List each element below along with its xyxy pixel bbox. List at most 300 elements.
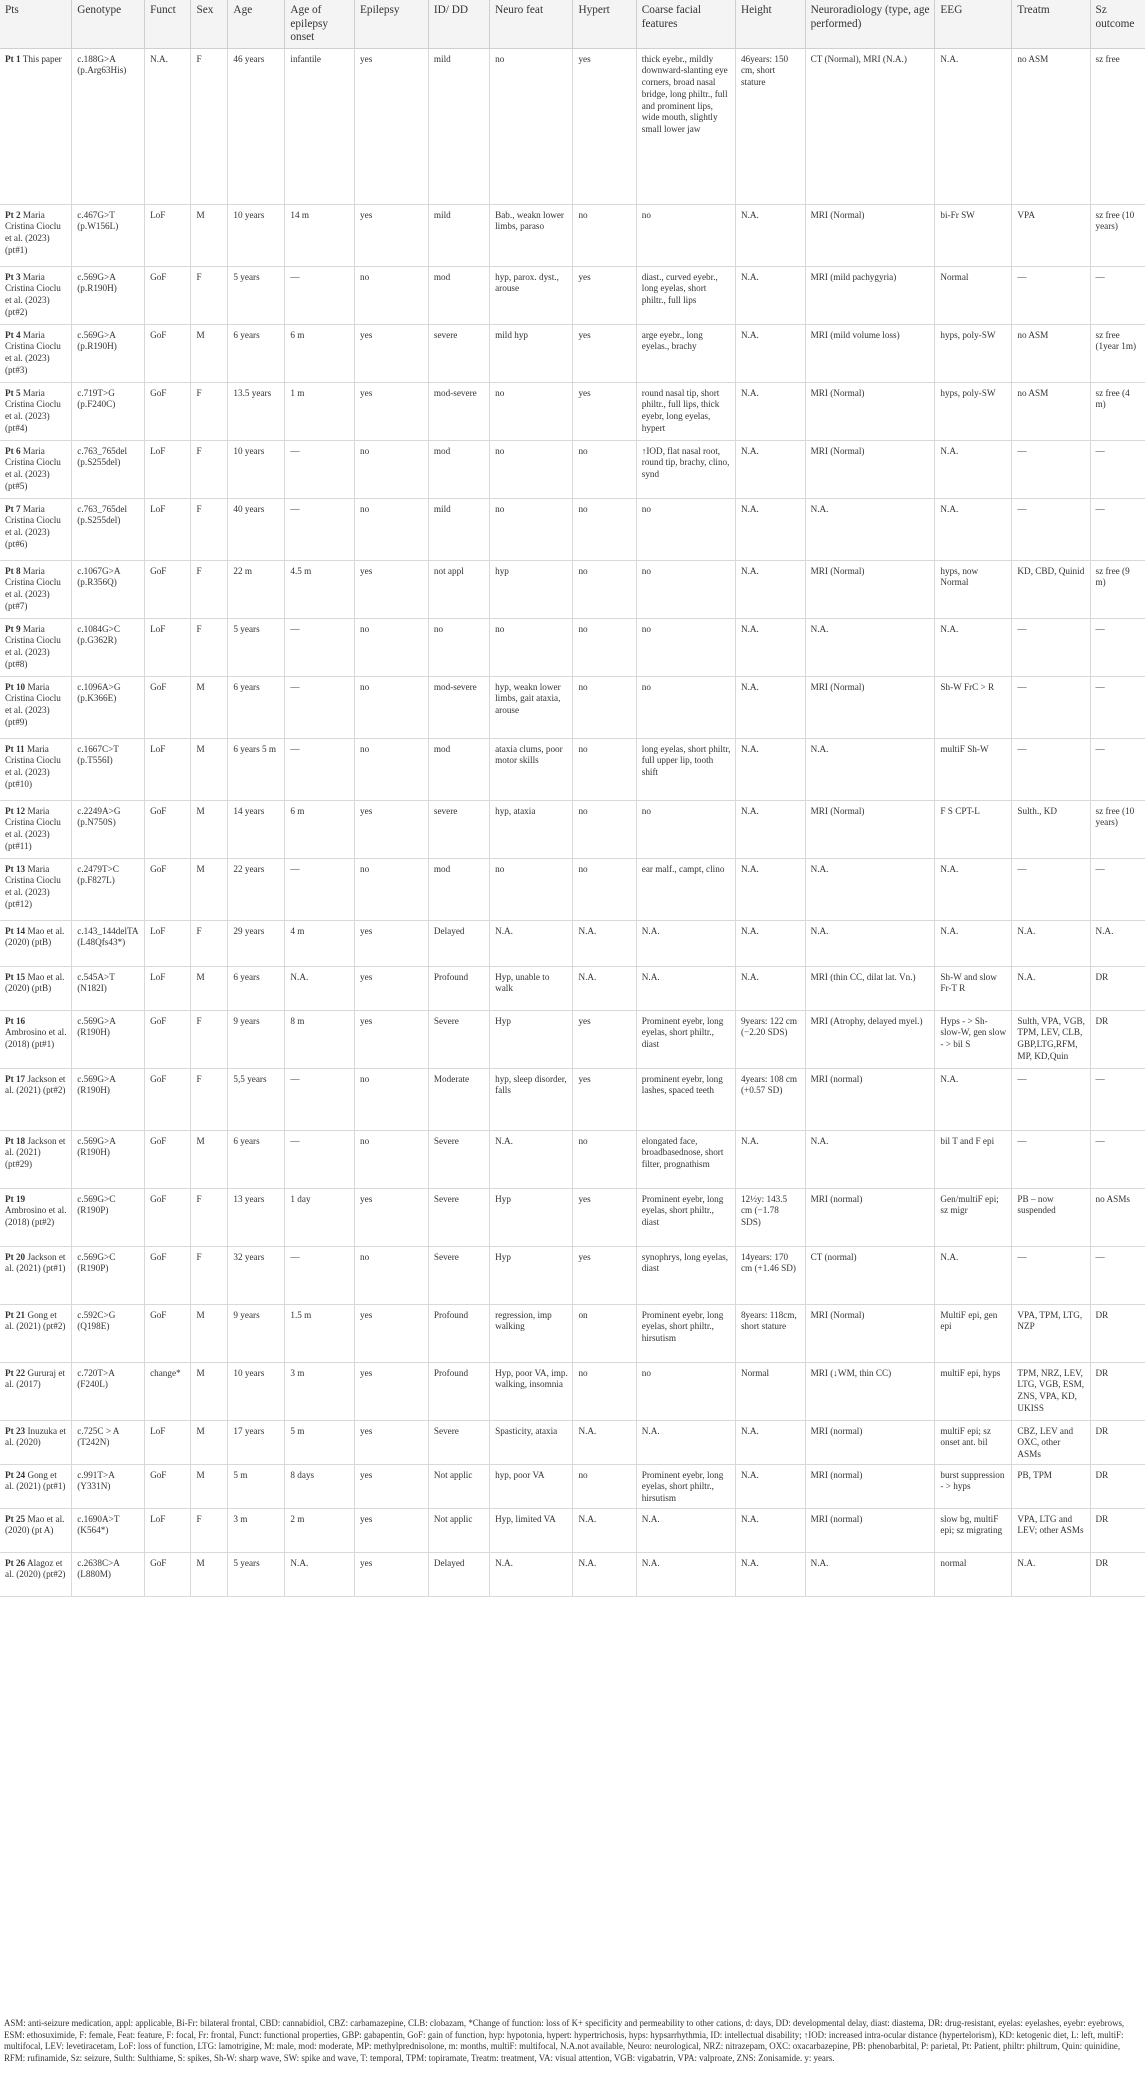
cell-funct: GoF [145,1552,191,1596]
table-row [0,738,1145,800]
cell-hypert: yes [573,382,636,440]
cell-epilepsy: yes [355,560,429,618]
cell-height: N.A. [735,440,805,498]
cell-age: 17 years [228,1420,285,1464]
cell-eeg: N.A. [935,1246,1012,1304]
patient-id: Pt 18 [5,1135,26,1146]
cell-eeg: N.A. [935,48,1012,204]
cell-height: 46years: 150 cm, short stature [735,48,805,204]
cell-hypert: N.A. [573,1420,636,1464]
table-row [0,324,1145,382]
cell-neurorad: N.A. [805,1130,935,1188]
cell-treatm: TPM, NRZ, LEV, LTG, VGB, ESM, ZNS, VPA, KD, UKISS [1012,1362,1090,1420]
cell-sex: M [191,324,228,382]
cell-idd: mild [428,204,489,266]
cell-hypert: yes [573,1068,636,1130]
cell-funct: GoF [145,1304,191,1362]
cell-funct: LoF [145,738,191,800]
cell-idd: Severe [428,1188,489,1246]
cell-idd: severe [428,800,489,858]
cell-height: N.A. [735,800,805,858]
cell-neurorad: MRI (↓WM, thin CC) [805,1362,935,1420]
cell-sz: DR [1090,1304,1145,1362]
patient-cell [0,1130,72,1188]
patient-cell [0,676,72,738]
cell-height: N.A. [735,966,805,1010]
cell-idd: severe [428,324,489,382]
cell-sz: sz free (10 years) [1090,204,1145,266]
cell-treatm: — [1012,676,1090,738]
cell-sex: M [191,1420,228,1464]
cell-neurorad: MRI (thin CC, dilat lat. Vn.) [805,966,935,1010]
cell-age: 10 years [228,204,285,266]
cell-idd: mild [428,498,489,560]
cell-neuro: hyp [490,560,573,618]
table-row [0,498,1145,560]
cell-idd: mod [428,440,489,498]
cell-idd: mod [428,738,489,800]
patient-cell [0,266,72,324]
cell-treatm: — [1012,440,1090,498]
cell-hypert: no [573,1464,636,1508]
cell-sz: — [1090,266,1145,324]
cell-sz: N.A. [1090,920,1145,966]
cell-sex: M [191,204,228,266]
cell-eeg: slow bg, multiF epi; sz migrating [935,1508,1012,1552]
cell-onset: 14 m [285,204,355,266]
column-header: Pts [0,0,72,48]
cell-treatm: Sulth, VPA, VGB, TPM, LEV, CLB, GBP,LTG,RFM, MP, KD,Quin [1012,1010,1090,1068]
cell-hypert: no [573,204,636,266]
cell-funct: LoF [145,920,191,966]
cell-facial: ear malf., campt, clino [636,858,735,920]
cell-age: 6 years [228,966,285,1010]
cell-sz: sz free (10 years) [1090,800,1145,858]
cell-epilepsy: yes [355,324,429,382]
cell-height: N.A. [735,1464,805,1508]
cell-eeg: normal [935,1552,1012,1596]
patient-reference: Maria Cristina Cioclu et al. (2023) (pt#4) [5,387,61,433]
cell-epilepsy: no [355,440,429,498]
cell-hypert: N.A. [573,920,636,966]
cell-genotype: c.569G>A (R190H) [72,1010,145,1068]
cell-height: 4years: 108 cm (+0.57 SD) [735,1068,805,1130]
cell-neuro: Hyp, poor VA, imp. walking, insomnia [490,1362,573,1420]
cell-age: 6 years [228,1130,285,1188]
cell-funct: LoF [145,1420,191,1464]
cell-genotype: c.592C>G (Q198E) [72,1304,145,1362]
cell-age: 6 years 5 m [228,738,285,800]
patient-reference: Maria Cristina Cioclu et al. (2023) (pt#9) [5,681,61,727]
cell-height: 12½y: 143.5 cm (−1.78 SDS) [735,1188,805,1246]
table-body [0,48,1145,1596]
cell-height: N.A. [735,324,805,382]
table-header-row [0,0,1145,48]
cell-hypert: no [573,618,636,676]
cell-genotype: c.719T>G (p.F240C) [72,382,145,440]
cell-treatm: no ASM [1012,324,1090,382]
cell-hypert: no [573,1130,636,1188]
cell-neurorad: MRI (normal) [805,1420,935,1464]
cell-onset: — [285,1246,355,1304]
cell-sex: F [191,1246,228,1304]
cell-height: N.A. [735,738,805,800]
cell-age: 5,5 years [228,1068,285,1130]
cell-age: 5 years [228,1552,285,1596]
cell-neurorad: MRI (normal) [805,1508,935,1552]
cell-funct: GoF [145,1246,191,1304]
patient-id: Pt 13 [5,863,26,874]
cell-neuro: Spasticity, ataxia [490,1420,573,1464]
cell-onset: — [285,618,355,676]
cell-sex: M [191,1130,228,1188]
cell-treatm: — [1012,618,1090,676]
cell-epilepsy: yes [355,800,429,858]
cell-sex: F [191,618,228,676]
table-row [0,966,1145,1010]
cell-genotype: c.569G>A (p.R190H) [72,324,145,382]
table-row [0,858,1145,920]
table-row [0,440,1145,498]
cell-epilepsy: yes [355,382,429,440]
column-header: Genotype [72,0,145,48]
cell-neurorad: MRI (Normal) [805,204,935,266]
patient-id: Pt 10 [5,681,26,692]
cell-eeg: bi-Fr SW [935,204,1012,266]
cell-hypert: no [573,498,636,560]
patient-reference: Gururaj et al. (2017) [5,1367,65,1390]
cell-idd: Not applic [428,1508,489,1552]
cell-epilepsy: yes [355,1010,429,1068]
patient-id: Pt 4 [5,329,21,340]
cell-treatm: — [1012,1130,1090,1188]
cell-treatm: Sulth., KD [1012,800,1090,858]
cell-sz: — [1090,498,1145,560]
patient-cell [0,800,72,858]
cell-sz: DR [1090,1464,1145,1508]
table-row [0,1420,1145,1464]
cell-neuro: no [490,440,573,498]
cell-facial: N.A. [636,920,735,966]
cell-age: 22 years [228,858,285,920]
cell-funct: change* [145,1362,191,1420]
cell-neuro: no [490,618,573,676]
patient-reference: Mao et al. (2020) (ptB) [5,925,65,948]
cell-neuro: mild hyp [490,324,573,382]
cell-height: N.A. [735,382,805,440]
patient-id: Pt 16 [5,1015,26,1026]
cell-facial: no [636,498,735,560]
cell-facial: arge eyebr., long eyelas., brachy [636,324,735,382]
cell-onset: 8 days [285,1464,355,1508]
cell-eeg: N.A. [935,920,1012,966]
column-header: Age of epilepsy onset [285,0,355,48]
cell-sex: M [191,1362,228,1420]
cell-sz: — [1090,858,1145,920]
cell-onset: — [285,1130,355,1188]
cell-genotype: c.569G>C (R190P) [72,1246,145,1304]
cell-onset: — [285,858,355,920]
cell-treatm: PB – now suspended [1012,1188,1090,1246]
cell-hypert: N.A. [573,1552,636,1596]
cell-onset: N.A. [285,966,355,1010]
cell-neurorad: MRI (Normal) [805,1304,935,1362]
cell-epilepsy: yes [355,920,429,966]
cell-idd: Severe [428,1010,489,1068]
cell-onset: infantile [285,48,355,204]
cell-funct: LoF [145,966,191,1010]
cell-funct: GoF [145,858,191,920]
patient-cell [0,1420,72,1464]
cell-epilepsy: no [355,858,429,920]
cell-funct: GoF [145,266,191,324]
cell-genotype: c.763_765del (p.S255del) [72,440,145,498]
cell-facial: thick eyebr., mildly downward-slanting eye corners, broad nasal bridge, long philtr., full and prominent lips, wide mouth, slightly small lower jaw [636,48,735,204]
cell-age: 22 m [228,560,285,618]
cell-sz: DR [1090,1010,1145,1068]
cell-genotype: c.720T>A (F240L) [72,1362,145,1420]
patient-cell [0,920,72,966]
cell-eeg: F S CPT-L [935,800,1012,858]
cell-hypert: yes [573,266,636,324]
cell-eeg: Gen/multiF epi; sz migr [935,1188,1012,1246]
cell-epilepsy: no [355,618,429,676]
cell-sz: — [1090,1130,1145,1188]
patient-cell [0,858,72,920]
cell-funct: GoF [145,1068,191,1130]
cell-treatm: VPA, TPM, LTG, NZP [1012,1304,1090,1362]
cell-facial: round nasal tip, short philtr., full lips, thick eyebr, long eyelas, hypert [636,382,735,440]
cell-height: N.A. [735,1130,805,1188]
cell-idd: mod-severe [428,676,489,738]
cell-height: N.A. [735,266,805,324]
cell-neurorad: MRI (Atrophy, delayed myel.) [805,1010,935,1068]
cell-neuro: hyp, ataxia [490,800,573,858]
cell-genotype: c.2638C>A (L880M) [72,1552,145,1596]
cell-idd: mod [428,858,489,920]
cell-hypert: no [573,858,636,920]
patient-cell [0,1188,72,1246]
cell-neuro: N.A. [490,1552,573,1596]
cell-neuro: hyp, poor VA [490,1464,573,1508]
cell-height: 14years: 170 cm (+1.46 SD) [735,1246,805,1304]
cell-neuro: hyp, weakn lower limbs, gait ataxia, arouse [490,676,573,738]
cell-funct: GoF [145,1464,191,1508]
cell-idd: Profound [428,1362,489,1420]
cell-neurorad: MRI (Normal) [805,560,935,618]
cell-hypert: yes [573,48,636,204]
cell-epilepsy: yes [355,1188,429,1246]
cell-height: 9years: 122 cm (−2.20 SDS) [735,1010,805,1068]
cell-age: 9 years [228,1304,285,1362]
cell-funct: LoF [145,498,191,560]
patient-reference: Maria Cristina Cioclu et al. (2023) (pt#6) [5,503,61,549]
cell-height: N.A. [735,920,805,966]
cell-treatm: VPA [1012,204,1090,266]
patient-id: Pt 22 [5,1367,26,1378]
patient-reference: Mao et al. (2020) (pt A) [5,1513,65,1536]
cell-onset: — [285,1068,355,1130]
cell-onset: 4 m [285,920,355,966]
cell-age: 10 years [228,1362,285,1420]
cell-funct: GoF [145,560,191,618]
cell-epilepsy: yes [355,204,429,266]
cell-genotype: c.467G>T (p.W156L) [72,204,145,266]
table-row [0,800,1145,858]
cell-epilepsy: no [355,1130,429,1188]
cell-idd: not appl [428,560,489,618]
cell-facial: N.A. [636,1508,735,1552]
patient-id: Pt 8 [5,565,21,576]
cell-sex: M [191,1464,228,1508]
cell-hypert: no [573,1362,636,1420]
patient-cell [0,738,72,800]
cell-epilepsy: yes [355,1464,429,1508]
cell-onset: 5 m [285,1420,355,1464]
cell-sz: DR [1090,966,1145,1010]
patient-reference: Ambrosino et al. (2018) (pt#2) [5,1205,67,1228]
cell-funct: LoF [145,618,191,676]
cell-genotype: c.1084G>C (p.G362R) [72,618,145,676]
table-row [0,676,1145,738]
cell-onset: 4.5 m [285,560,355,618]
patient-id: Pt 9 [5,623,21,634]
cell-epilepsy: yes [355,1362,429,1420]
cell-neuro: hyp, parox. dyst., arouse [490,266,573,324]
cell-idd: mod-severe [428,382,489,440]
cell-facial: Prominent eyebr, long eyelas, short philtr., diast [636,1188,735,1246]
cell-funct: LoF [145,1508,191,1552]
cell-funct: GoF [145,1188,191,1246]
cell-funct: LoF [145,440,191,498]
cell-hypert: no [573,440,636,498]
cell-sex: F [191,48,228,204]
cell-funct: GoF [145,324,191,382]
patient-reference: Maria Cristina Cioclu et al. (2023) (pt#12) [5,863,61,909]
cell-funct: GoF [145,800,191,858]
cell-genotype: c.569G>A (R190H) [72,1068,145,1130]
footnote: ASM: anti-seizure medication, appl: applicable, Bi-Fr: bilateral frontal, CBD: cannabidiol, CBZ: carbamazepine, CLB: clobazam, *Change of function: loss of K+ specificity and permeability to other cations, d: days, DD: developmental delay, diast: diastema, DR: drug-resistant, eyelas: eyelashes, eyebr: eyebrows, ESM: ethosuximide, F: female, Feat: feature, F: focal, Fr: frontal, Funct: functional properties, GBP: gabapentin, GoF: gain of function, hyp: hypotonia, hypert: hypertrichosis, hyps: hypsarrhythmia, ID: intellectual disability; ↑IOD: increased intra-ocular distance (hypertelorism), KD: ketogenic diet, L: left, multiF: multifocal, LEV: levetiracetam, LoF: loss of function, LTG: lamotrigine, M: male, mod: moderate, MP: methylprednisolone, m: months, multiF: multifocal, N.A.not available, Neuro: neurological, NRZ: nitrazepam, OXC: oxacarbazepine, PB: phenobarbital, P: parietal, Pt: Patient, philtr: philtrum, Quin: quinidine, RFM: rufinamide, Sz: seizure, Sulth: Sulthiame, S: spikes, Sh-W: sharp wave, SW: spike and wave, T: temporal, TPM: topiramate, Treatm: treatment, VA: visual attention, VGB: vigabatrin, VPA: valproate, ZNS: Zonisamide. y: years. [4,2018,1125,2063]
patient-id: Pt 25 [5,1513,26,1524]
cell-genotype: c.725C > A (T242N) [72,1420,145,1464]
cell-treatm: — [1012,266,1090,324]
cell-hypert: N.A. [573,1508,636,1552]
cell-funct: LoF [145,204,191,266]
cell-sex: F [191,1508,228,1552]
cell-sex: M [191,1304,228,1362]
cell-height: N.A. [735,560,805,618]
patient-cell [0,204,72,266]
patient-reference: Gong et al. (2021) (pt#2) [5,1309,66,1332]
cell-hypert: yes [573,1246,636,1304]
cell-sex: F [191,1010,228,1068]
cell-genotype: c.569G>C (R190P) [72,1188,145,1246]
cell-treatm: — [1012,498,1090,560]
table-row [0,1304,1145,1362]
cell-epilepsy: yes [355,1420,429,1464]
cell-neuro: no [490,382,573,440]
cell-sz: — [1090,1068,1145,1130]
cell-neurorad: MRI (mild volume loss) [805,324,935,382]
cell-neurorad: N.A. [805,738,935,800]
table-row [0,560,1145,618]
cell-epilepsy: yes [355,1508,429,1552]
cell-sz: — [1090,676,1145,738]
cell-idd: mild [428,48,489,204]
table-row [0,1552,1145,1596]
cell-facial: no [636,618,735,676]
cell-neuro: Hyp, unable to walk [490,966,573,1010]
patient-reference: Maria Cristina Cioclu et al. (2023) (pt#5) [5,445,61,491]
cell-treatm: N.A. [1012,920,1090,966]
cell-sz: no ASMs [1090,1188,1145,1246]
cell-neurorad: N.A. [805,920,935,966]
cell-neurorad: N.A. [805,858,935,920]
cell-sz: — [1090,618,1145,676]
cell-sex: F [191,498,228,560]
cell-sex: F [191,266,228,324]
patient-cell [0,1010,72,1068]
cell-facial: prominent eyebr, long lashes, spaced teeth [636,1068,735,1130]
cell-neuro: Hyp [490,1246,573,1304]
patient-reference: Gong et al. (2021) (pt#1) [5,1469,66,1492]
column-header: Height [735,0,805,48]
cell-epilepsy: no [355,1068,429,1130]
cell-treatm: no ASM [1012,382,1090,440]
cell-onset: 1.5 m [285,1304,355,1362]
cell-facial: N.A. [636,1552,735,1596]
cell-neurorad: MRI (Normal) [805,676,935,738]
patient-reference: Inuzuka et al. (2020) [5,1425,66,1448]
cell-age: 13 years [228,1188,285,1246]
patient-reference: Maria Cristina Cioclu et al. (2023) (pt#3) [5,329,61,375]
patient-id: Pt 24 [5,1469,26,1480]
patient-cell [0,324,72,382]
table-row [0,382,1145,440]
cell-onset: — [285,676,355,738]
cell-neuro: Bab., weakn lower limbs, paraso [490,204,573,266]
cell-height: N.A. [735,1420,805,1464]
patient-id: Pt 1 [5,53,21,64]
cell-neurorad: MRI (normal) [805,1068,935,1130]
cell-facial: N.A. [636,1420,735,1464]
cell-genotype: c.545A>T (N182I) [72,966,145,1010]
cell-height: N.A. [735,618,805,676]
cell-age: 10 years [228,440,285,498]
cell-epilepsy: no [355,498,429,560]
cell-neuro: hyp, sleep disorder, falls [490,1068,573,1130]
cell-facial: Prominent eyebr, long eyelas, short philtr., diast [636,1010,735,1068]
cell-genotype: c.1667C>T (p.T556I) [72,738,145,800]
cell-eeg: hyps, poly-SW [935,324,1012,382]
cell-sex: M [191,738,228,800]
table-row [0,204,1145,266]
cell-age: 6 years [228,676,285,738]
column-header: Coarse facial features [636,0,735,48]
cell-idd: no [428,618,489,676]
patient-cell [0,1362,72,1420]
patient-reference: Mao et al. (2020) (ptB) [5,971,65,994]
cell-eeg: N.A. [935,1068,1012,1130]
cell-treatm: N.A. [1012,966,1090,1010]
cell-age: 32 years [228,1246,285,1304]
cell-neuro: Hyp [490,1010,573,1068]
cell-eeg: hyps, poly-SW [935,382,1012,440]
patient-reference: Maria Cristina Cioclu et al. (2023) (pt#11) [5,805,61,851]
patient-reference: Maria Cristina Cioclu et al. (2023) (pt#2) [5,271,61,317]
patient-cell [0,382,72,440]
cell-facial: no [636,560,735,618]
